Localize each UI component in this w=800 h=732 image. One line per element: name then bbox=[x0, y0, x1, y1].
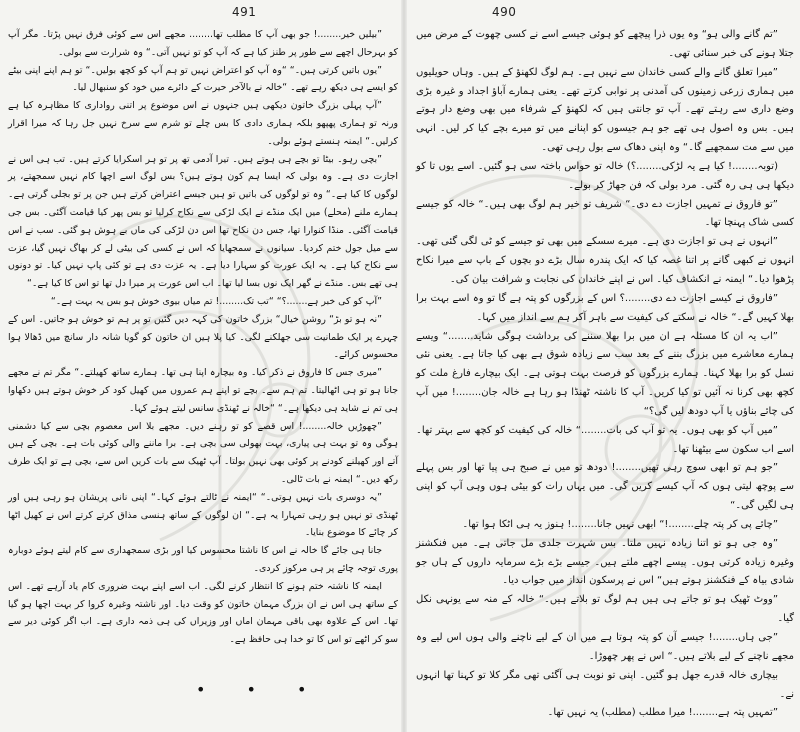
paragraph: ”اب یہ ان کا مسئلہ ہے ان میں برا بھلا سننے کی برداشت ہوگی شاید........“ ویسے ہمارے معاشرے میں بزرگ بننے کے بعد سب سے زیادہ شوق ہے بھی کیا جاتا ہے۔ یعنی نئی نسل کو برا بھلا کہنا۔ ہمارے بزرگوں کو فرصت بہت ہوتی ہے۔ ایک بیچارے فارغ ملت کو کچھ بھی کرنا نہ آئیں تو کیا کریں۔ آپ کا ناشتہ ٹھنڈا ہو رہا ہے خالہ جان........! میں آپ کی چائے بناؤں یا آپ دودھ لیں گی؟“ bbox=[416, 330, 794, 417]
page-number-left: 491 bbox=[232, 5, 257, 19]
paragraph: ”تم گانے والی ہو“ وہ یوں ذرا پیچھے کو ہوئی جیسے اسے نے کسی چھوت کے مرض میں جتلا ہونے کی خبر سنائی تھی۔ bbox=[416, 29, 794, 59]
paragraph: ”تو فاروق نے تمہیں اجازت دے دی۔“ شریف تو خیر ہم لوگ بھی ہیں۔“ خالہ کو جیسے کسی شاک پہنچا تھا۔ bbox=[416, 198, 794, 229]
left-page-text bbox=[8, 26, 398, 649]
paragraph: ”چائے پی کر پتہ چلے........!“ ابھی نہیں جانا........! ہنوز یہ ہی اٹکا ہوا تھا۔ bbox=[462, 518, 778, 530]
right-page-text bbox=[416, 26, 794, 723]
paragraph: ”جو ہم تو ابھی سوچ رہی تھیں........! دودھ تو میں نے صبح ہی پیا تھا اور بس پہلے سے پوچھ لیتی ہوں کہ آپ کیسے کریں گی۔ میں یہاں رات کو بیٹی ہوں وہی آپ کو اپنی ہی لگیں گی۔“ bbox=[416, 462, 794, 512]
paragraph: ”آپ پہلی بزرگ خاتون دیکھی ہیں جنہوں نے اس موضوع پر اتنی رواداری کا مظاہرہ کیا ہے ورنہ تو ہماری پھپھو بلکہ ہماری دادی کا بس چلے تو شرم سے سرخ نہیں جل رہا کہ میرا اقرار کرلیں۔“ ایمنہ ہنستے ہوئے بولی۔ bbox=[8, 100, 398, 147]
paragraph: ”یہ دوسری بات نہیں ہوتی۔“ “ایمنہ نے ٹالتے ہوئے کہا۔“ اپنی نانی پریشان ہو رہی ہیں اور ٹھنڈی تو نہیں ہو رہی تمہارا یہ ہے۔“ ان لوگوں کے ساتھ ہنسی مذاق کرتے کرتے اس نے کھیل اٹھا کر چائے کا موضوع بنایا۔ bbox=[8, 491, 398, 539]
paragraph: جانا ہی جائے گا خالہ نے اس کا ناشتا محسوس کیا اور بڑی سمجھداری سے کام لیتے ہوئے دوبارہ پوری توجہ چائے پر ہی مرکوز کردی۔ bbox=[8, 545, 398, 574]
paragraph: ”میری جس کا فاروق نے ذکر کیا۔ وہ بیچارہ اپنا ہی تھا۔ ہمارے ساتھ کھیلتے۔“ مگر تم نے مجھے جانا ہو تو ہی اٹھالیتا۔ تم ہم سے۔ بچے تو اپنے ہم عمروں میں کھیل کود کر خوش ہوتے ہیں دکھاوا ہی تم نے شاید ہی دیکھا ہے۔“ “خالہ نے ٹھنڈی سانس لیتے ہوئے کہا۔ bbox=[8, 367, 398, 414]
paragraph: ایمنہ کا ناشتہ ختم ہونے کا انتظار کرنے لگی۔ اب اسے اپنے بہت ضروری کام یاد آرہے تھے۔ اس کے ساتھ ہی اس نے ان بزرگ مہمان خاتون کو وقت دیا۔ اور ناشتہ وغیرہ کروا کر بہت اچھا ہو گیا تھا۔ اس کے علاوہ بھی باقی مہمان اماں اور وزیراں کی ہی ذمہ داری ہے۔ اب اگر کوئی دیر سے سو کر اٹھے تو اس کا تو خدا ہی حافظ ہے۔ bbox=[8, 580, 398, 646]
paragraph: ”جی ہاں........! جیسے آن کو پتہ ہوتا ہے میں ان کے لیے ناچنے والی ہوں اس لیے وہ مجھے ناچنے کے لیے بلاتے ہیں۔“ اس نے پھر چھوڑا۔ bbox=[416, 632, 794, 662]
paragraph: ”چھوڑیں خالہ........! اس قصے کو تو رہنے دیں۔ مجھے بلا اس معصوم بچی سے کیا دشمنی ہوگی وہ تو بہت ہی پیاری، بہت بھولی سی بچی ہے۔ برا ماننے والی کوئی بات ہے۔ بچی کے ہیں آتے اور کھیلنے کودنے پر کوئی بھی نہیں بولتا۔ آپ ٹھیک سے بات کریں اس سے، بچی ہے تو ایک طرف رکھ دیں۔“ ایمنہ نے بات ٹالی۔ bbox=[8, 420, 398, 485]
paragraph: ”انہوں نے ہی تو اجازت دی ہے۔ میرے سسکے میں بھی تو جیسے کو ٹی لگی گئی تھی۔ انہوں نے کبھی گانے پر اتنا غصہ کیا کہ ایک پندرہ سال بڑے دو بچوں کے باپ سے میرا نکاح پڑھوا دیا۔“ ایمنہ نے انکشاف کیا۔ اس نے اپنے خاندان کی نجابت و شرافت بیان کی۔ bbox=[416, 236, 794, 285]
paragraph: ”وہ جی ہو تو اتنا زیادہ نہیں ملتا۔ بس شہرت جلدی مل جاتی ہے۔ میں فنکشنز وغیرہ زیادہ کرتی ہوں۔ پیسے اچھے ملتے ہیں۔ جیسے بڑے بڑے سرمایہ داروں کے ہاں جو شادی بیاہ کے فنکشنز ہوتے ہیں“ اس نے پرسکون انداز میں جواب دیا۔ bbox=[416, 537, 794, 587]
paragraph: ”فاروق نے کیسے اجازت دے دی........؟ اس کے بزرگوں کو پتہ ہے گا تو وہ اسے بہت برا بھلا کہیں گے۔“ خالہ نے سکتے کی کیفیت سے باہر آکر ہم سے انداز میں کہا۔ bbox=[416, 292, 794, 323]
paragraph: ”ووٹ ٹھیک ہو تو جاتے ہی ہیں ہم لوگ تو بلاتے ہیں۔“ خالہ کے منہ سے یونہی نکل گیا۔ bbox=[416, 594, 794, 625]
paragraph: ”آپ کو کی خبر ہے.......؟“ “تب تک........! تم میاں بیوی خوش ہو بس یہ بہت ہے۔“ bbox=[50, 295, 382, 307]
paragraph: ”بیلیں خیر........! جو بھی آپ کا مطلب تھا........ مجھے اس سے کوئی فرق نہیں پڑتا۔ مگر آپ کو بہرحال اچھے سے طور پر طنز کیا ہے کہ آپ کو تو نہیں آتی۔“ وہ شرارت سے بولی۔ bbox=[8, 29, 398, 58]
paragraph: ”نہ ہو تو بڑ“ روشن خیال“ بزرگ خاتون کی کہہ دیں گئیں تو پر ہم تو خوش ہو جاتیں۔ اس کے چہرے پر ایک طمانیت سی جھلکنے لگی۔ کیا پلا ہیں ان خاتون کو گویا شانہ دار سانچ میں ڈھالا ہوا محسوس کرائے۔ bbox=[8, 313, 398, 361]
paragraph: ”میں آپ کو بھی ہوں۔ یہ تو آپ کی بات........“ خالہ کی کیفیت کو کچھ سے بہتر تھا۔ اسے اب سکون سے بیٹھنا تھا۔ bbox=[416, 424, 794, 455]
paragraph: ”تمہیں پتہ ہے........! میرا مطلب (مطلب) یہ نہیں تھا۔ bbox=[547, 707, 778, 719]
paragraph: بیچاری خالہ قدرے جھل ہو گئیں۔ اپنی تو نوبت ہی آگئی تھی مگر کلا تو کہنا تھا انہوں نے۔ bbox=[416, 669, 794, 700]
section-end-marks: • • • bbox=[196, 680, 325, 699]
paragraph: ”میرا تعلق گانے والے کسی خاندان سے نہیں ہے۔ ہم لوگ لکھنؤ کے ہیں۔ وہاں حویلیوں میں ہماری زرعی زمینوں کی آمدنی پر نوابی کرتے تھے۔ یعنی ہمارے آباؤ اجداد و غیرہ بڑی وضع داری سے رہتے تھے۔ آپ تو جانتی ہیں کہ لکھنؤ کے شرفاء میں بھی وضع دار ہوتے ہیں۔ بس وہ اصول ہی تھے جو ہم جیسوں کو اپنانے میں تو میرے بچے کیا کر لیں۔ انہی میں سے مت سمجھیے گا۔“ وہ اپنی دھاک سے بول رہی تھی۔ bbox=[416, 66, 794, 154]
paragraph: ”بچی رہو۔ بیٹا تو بچے ہی ہوتے ہیں۔ تیرا آدمی تھ پر تو ہر اسکرایا کرتے ہیں۔ تب ہی اس نے اجازت دی ہے۔ وہ بولی کہ ایسا ہم کون ہوتے ہیں؟ بس لوگ اسے اچھا کام نہیں سمجھتے، پر لوگوں کا کیا ہے۔“ وہ تو لوگوں کی باتیں تو ہیں جیسے اعتراض کرتے ہیں جن پر تو بجلی گرتی ہے۔ ہمارے ملنے (محلے) میں ایک منڈے نے ایک لڑکی سے نکاح کرلیا تو بس پھر کیا قیامت آگئی۔ بس جی قیامت آگئی۔ منڈا کنوارا تھا، جس دن نکاح تھا اس دن لڑکی کی ماں بے ہوش ہو گئی۔ سب نے اس سے میل جول ختم کردیا۔ سیانوں نے سمجھایا کہ اس نے کسی کی بیٹی لے کر بھاگ نہیں گیا، عزت سے نکاح کیا ہے۔ یہ ایک عورت کو سہارا دیا ہے۔ یہ عزت دی ہے تو کئی پاپ نہیں کیا۔ تو دونوں ہی تھے بس۔ منڈے نے گھر ایک نوں بسا لیا تھا۔ اب اس عورت پر میرا دل تھا تو اس کا کیا ہے۔“ bbox=[8, 153, 398, 290]
page-number-right: 490 bbox=[492, 5, 517, 19]
paragraph: (توبہ........! کیا ہے یہ لڑکی........؟) خالہ تو حواس باختہ سی ہو گئیں۔ اسے یوں تا کو دیکھا ہی ہی رہ گئی۔ مرد بولی کہ فن جھاڑ کر بولے۔ bbox=[416, 160, 794, 191]
right-page bbox=[404, 0, 800, 732]
paragraph: ”یوں باتیں کرتی ہیں۔“ “وہ آپ کو اعتراض نہیں تو ہم آپ کو کچھ بولیں۔“ تو ہم اپنے اپنی بیٹے کو ایسے ہی دیکھ رہے تھے۔ “خالہ نے بالآخر حیرت کے دائرے میں خود کو سنبھال لیا۔ bbox=[8, 64, 398, 94]
